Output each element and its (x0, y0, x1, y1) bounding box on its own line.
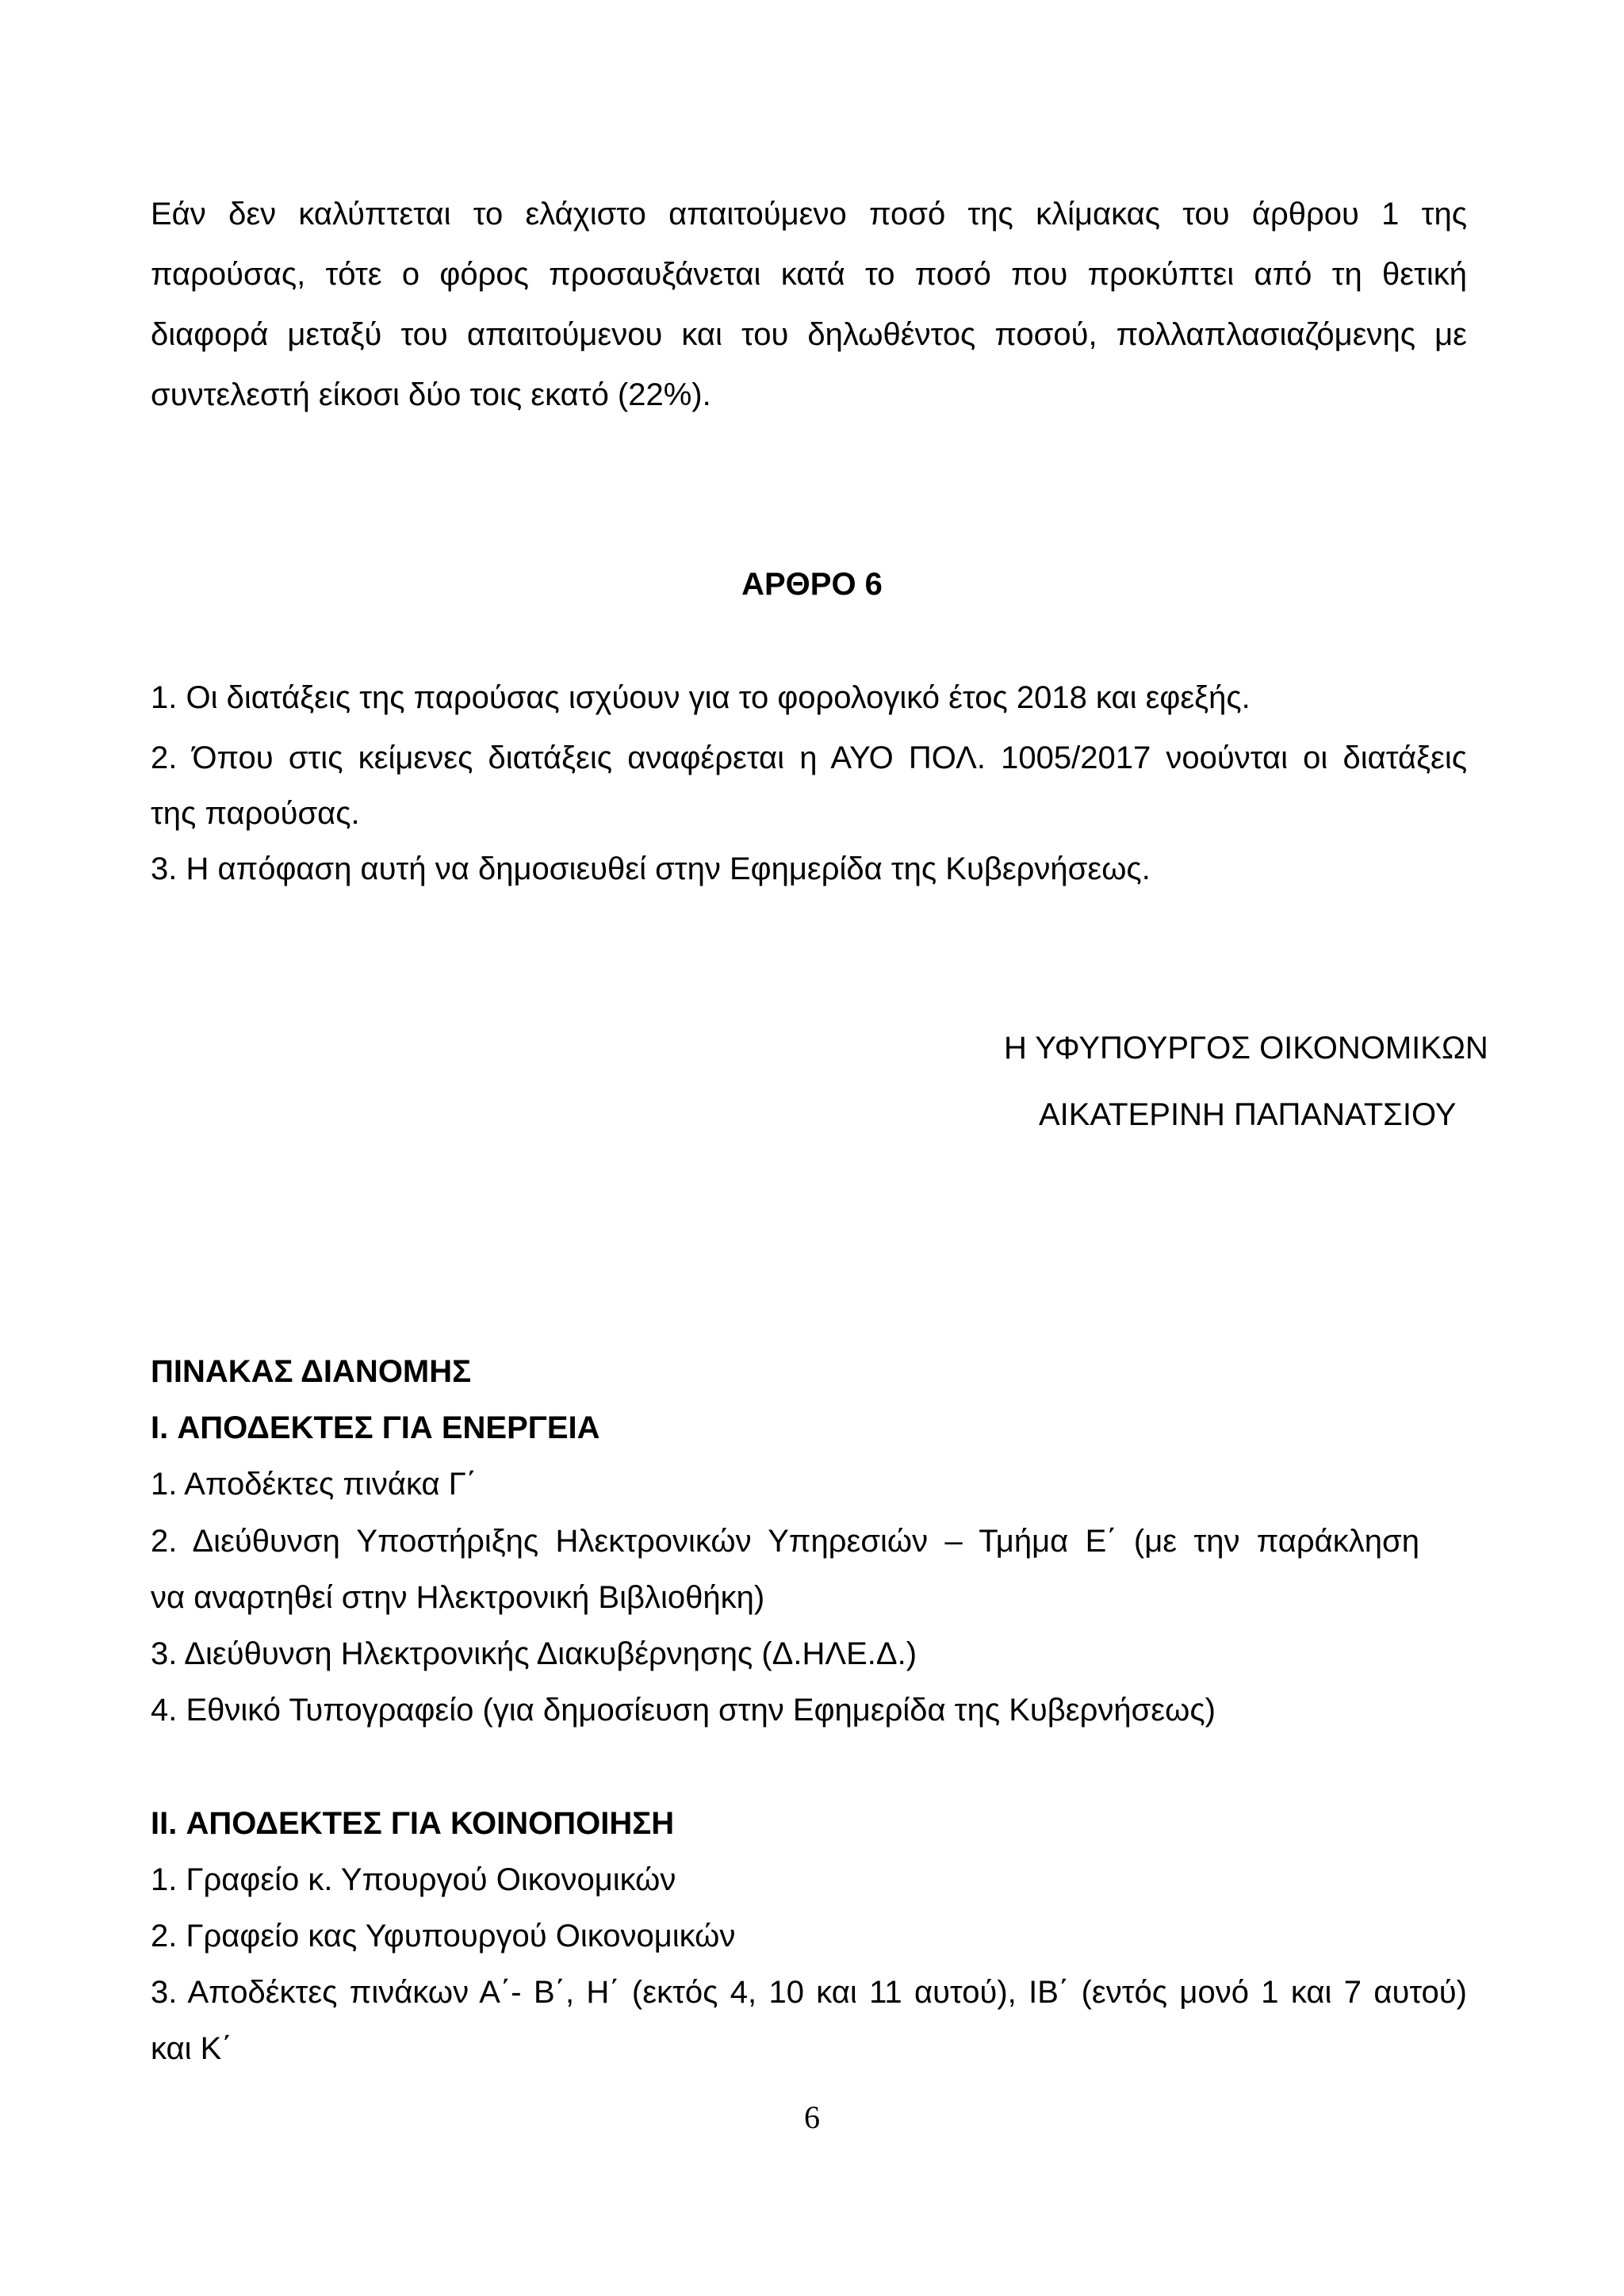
section-heading-action: I. ΑΠΟΔΕΚΤΕΣ ΓΙΑ ΕΝΕΡΓΕΙΑ (151, 1410, 600, 1445)
recipient-item: 3. Αποδέκτες πινάκων Α΄- Β΄, Η΄ (εκτός 4, 10 και 11 αυτού), ΙΒ΄ (εντός μονό 1 και 7 αυτού) (151, 1975, 1467, 2010)
recipient-item: 1. Αποδέκτες πινάκα Γ΄ (151, 1467, 477, 1502)
article-heading: ΑΡΘΡΟ 6 (741, 567, 883, 602)
recipient-item: 1. Γραφείο κ. Υπουργού Οικονομικών (151, 1862, 676, 1897)
paragraph-line: Εάν δεν καλύπτεται το ελάχιστο απαιτούμενο ποσό της κλίμακας του άρθρου 1 της (151, 197, 1467, 232)
recipient-item: 2. Γραφείο κας Υφυπουργού Οικονομικών (151, 1919, 736, 1954)
article-item-continuation: της παρούσας. (151, 796, 360, 831)
recipient-item: 4. Εθνικό Τυπογραφείο (για δημοσίευση στην Εφημερίδα της Κυβερνήσεως) (151, 1693, 1216, 1728)
recipient-item-continuation: και Κ΄ (151, 2031, 232, 2066)
paragraph-line: συντελεστή είκοσι δύο τοις εκατό (22%). (151, 377, 711, 412)
signatory-title: Η ΥΦΥΠΟΥΡΓΟΣ ΟΙΚΟΝΟΜΙΚΩΝ (1004, 1031, 1488, 1066)
article-item: 3. Η απόφαση αυτή να δημοσιευθεί στην Εφημερίδα της Κυβερνήσεως. (151, 851, 1151, 886)
signatory-name: ΑΙΚΑΤΕΡΙΝΗ ΠΑΠΑΝΑΤΣΙΟΥ (1039, 1097, 1457, 1132)
article-item: 1. Οι διατάξεις της παρούσας ισχύουν για το φορολογικό έτος 2018 και εφεξής. (151, 680, 1251, 715)
recipient-item: 3. Διεύθυνση Ηλεκτρονικής Διακυβέρνησης (Δ.ΗΛΕ.Δ.) (151, 1636, 917, 1671)
paragraph-line: διαφορά μεταξύ του απαιτούμενου και του δηλωθέντος ποσού, πολλαπλασιαζόμενης με (151, 317, 1467, 352)
page-number: 6 (804, 2099, 820, 2135)
article-item: 2. Όπου στις κείμενες διατάξεις αναφέρεται η ΑΥΟ ΠΟΛ. 1005/2017 νοούνται οι διατάξεις (151, 740, 1467, 775)
section-heading-notification: II. ΑΠΟΔΕΚΤΕΣ ΓΙΑ ΚΟΙΝΟΠΟΙΗΣΗ (151, 1806, 675, 1841)
recipient-item-continuation: να αναρτηθεί στην Ηλεκτρονική Βιβλιοθήκη) (151, 1580, 765, 1615)
recipient-item: 2. Διεύθυνση Υποστήριξης Ηλεκτρονικών Υπηρεσιών – Τμήμα Ε΄ (με την παράκληση (151, 1524, 1419, 1559)
paragraph-line: παρούσας, τότε ο φόρος προσαυξάνεται κατά το ποσό που προκύπτει από τη θετική (151, 257, 1467, 292)
distribution-heading: ΠΙΝΑΚΑΣ ΔΙΑΝΟΜΗΣ (151, 1354, 472, 1389)
